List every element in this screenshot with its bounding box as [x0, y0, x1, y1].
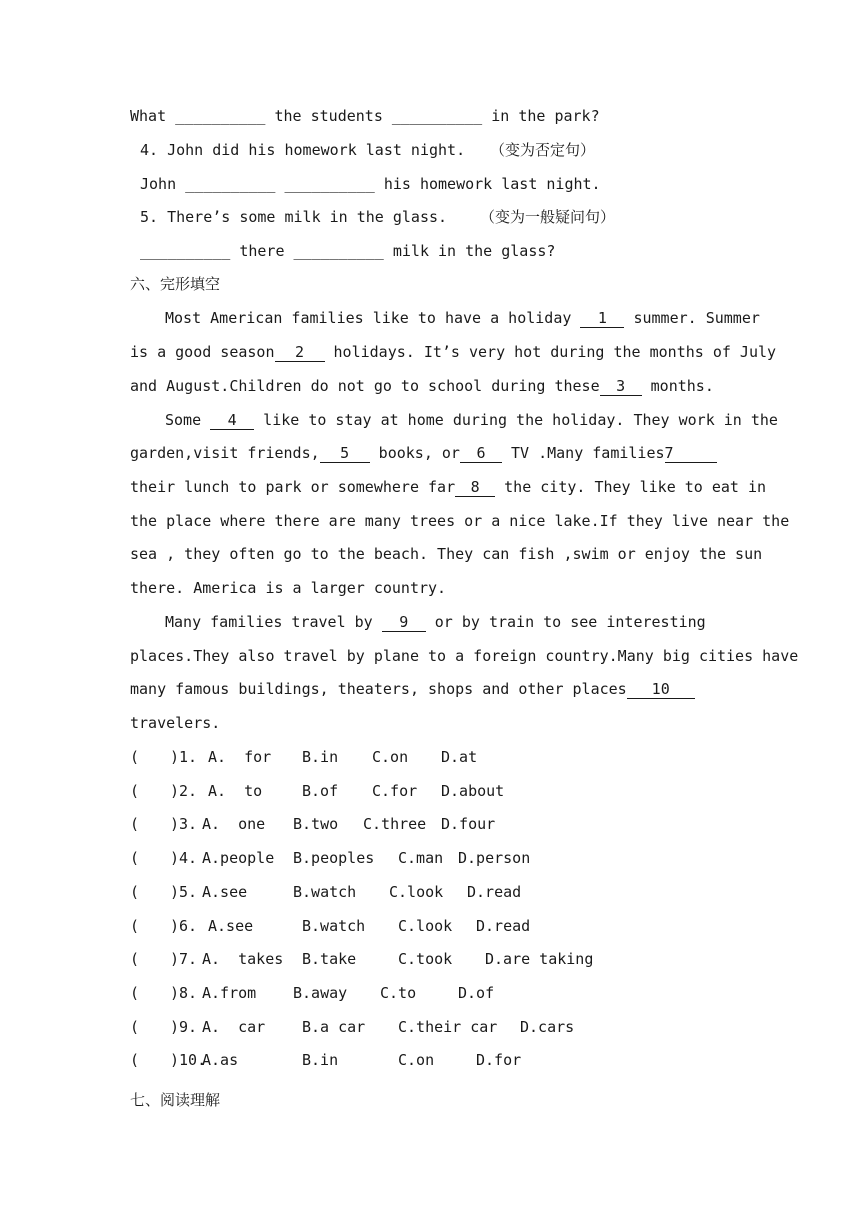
answer-paren[interactable]: (: [130, 882, 140, 901]
option-b: B.peoples: [293, 849, 375, 868]
answer-paren[interactable]: (: [130, 849, 140, 868]
rewrite-line-there: [140, 241, 555, 261]
text: garden,visit friends,: [130, 444, 320, 462]
answer-blank: __________: [391, 107, 483, 125]
cloze-blank-8: 8: [455, 478, 495, 497]
option-b: B.take: [302, 950, 357, 969]
passage-line: [130, 342, 776, 362]
passage-line: sea , they often go to the beach. They can fish ,swim or enjoy the sun: [130, 545, 763, 563]
answer-paren[interactable]: (: [130, 815, 140, 834]
passage-line: [130, 376, 714, 396]
option-a: A. for: [208, 748, 272, 766]
option-d: D.about: [441, 781, 505, 800]
option-d: D.for: [476, 1051, 522, 1070]
answer-blank: __________: [175, 107, 266, 125]
text: in the park?: [482, 107, 600, 125]
passage-line: [165, 612, 706, 632]
option-c: C.to: [380, 983, 417, 1002]
question-number: )3.: [170, 815, 198, 834]
passage-line: places.They also travel by plane to a foreign country.Many big cities have: [130, 647, 799, 665]
cloze-blank-6: 6: [460, 444, 502, 463]
item-instruction: （变为否定句）: [490, 141, 596, 159]
rewrite-line-john: [140, 174, 601, 194]
answer-blank: __________: [293, 242, 384, 260]
item-number: 5.: [140, 208, 159, 226]
answer-paren[interactable]: (: [130, 983, 140, 1002]
option-a: A.see: [208, 916, 254, 935]
item-5: [140, 207, 616, 227]
option-a: A. one: [202, 815, 266, 834]
cloze-blank-9: 9: [382, 613, 426, 632]
question-number: )4.: [170, 849, 198, 868]
text: books, or: [369, 444, 460, 462]
text: there: [230, 242, 294, 260]
option-c: C.on: [372, 748, 409, 766]
text: milk in the glass?: [383, 242, 556, 260]
passage-line: [130, 477, 766, 497]
question-number: )8.: [170, 983, 198, 1002]
cloze-blank-2: 2: [275, 343, 325, 362]
question-number: )7.: [170, 950, 198, 969]
rewrite-line-what: [130, 106, 600, 126]
item-sentence: There’s some milk in the glass.: [167, 208, 448, 226]
option-c: C.man: [398, 849, 444, 868]
answer-blank: __________: [140, 242, 231, 260]
passage-line: the place where there are many trees or a nice lake.If they live near the: [130, 512, 790, 530]
option-b: B.in: [302, 748, 339, 766]
text: the students: [265, 107, 392, 125]
option-d: D.read: [476, 916, 531, 935]
option-a: A.people: [202, 849, 275, 868]
option-c: C.three: [363, 815, 427, 834]
answer-paren[interactable]: (: [130, 916, 140, 935]
option-a: A. takes: [202, 950, 284, 969]
option-c: C.their car: [398, 1017, 498, 1036]
text: their lunch to park or somewhere far: [130, 478, 456, 496]
cloze-blank-1: 1: [580, 309, 624, 328]
option-a: A.from: [202, 983, 257, 1002]
text: the city. They like to eat in: [495, 478, 767, 496]
question-number: )1.: [170, 748, 198, 766]
question-number: )6.: [170, 916, 198, 935]
answer-paren[interactable]: (: [130, 748, 140, 766]
text: or by train to see interesting: [425, 613, 706, 631]
answer-blank: __________: [185, 175, 276, 193]
passage-line: [165, 410, 778, 430]
cloze-blank-3: 3: [600, 377, 642, 396]
section-heading-cloze: 六、完形填空: [130, 275, 221, 293]
option-b: B.away: [293, 983, 348, 1002]
text: What: [130, 107, 176, 125]
question-number: )2.: [170, 781, 198, 800]
option-a: A.as: [202, 1051, 239, 1070]
option-a: A.see: [202, 882, 248, 901]
item-sentence: John did his homework last night.: [167, 141, 466, 159]
section-heading-reading: 七、阅读理解: [130, 1091, 221, 1109]
text: is a good season: [130, 343, 275, 361]
text: holidays. It’s very hot during the months of July: [324, 343, 777, 361]
cloze-blank-10: 10: [627, 680, 695, 699]
text: many famous buildings, theaters, shops and other places: [130, 680, 627, 698]
item-4: [140, 140, 596, 160]
cloze-blank-7: 7: [665, 444, 717, 463]
question-number: )10.: [170, 1051, 207, 1070]
answer-paren[interactable]: (: [130, 1051, 140, 1070]
text: his homework last night.: [374, 175, 601, 193]
option-d: D.read: [467, 882, 522, 901]
text: Most American families like to have a holiday: [165, 309, 581, 327]
answer-blank: __________: [284, 175, 375, 193]
text: Many families travel by: [165, 613, 382, 631]
passage-line: [165, 308, 760, 328]
question-number: )9.: [170, 1017, 198, 1036]
option-d: D.four: [441, 815, 496, 834]
cloze-blank-4: 4: [210, 411, 254, 430]
option-c: C.look: [398, 916, 453, 935]
question-number: )5.: [170, 882, 198, 901]
text: and August.Children do not go to school during these: [130, 377, 600, 395]
option-b: B.of: [302, 781, 339, 800]
text: Some: [165, 411, 211, 429]
option-b: B.watch: [302, 916, 366, 935]
text: John: [140, 175, 186, 193]
text: summer. Summer: [624, 309, 760, 327]
text: like to stay at home during the holiday. They work in the: [254, 411, 778, 429]
option-b: B.in: [302, 1051, 339, 1070]
option-d: D.cars: [520, 1017, 575, 1036]
answer-paren[interactable]: (: [130, 1017, 140, 1036]
text: TV .Many families: [501, 444, 665, 462]
option-d: D.of: [458, 983, 495, 1002]
passage-line: there. America is a larger country.: [130, 579, 447, 597]
passage-line: travelers.: [130, 714, 221, 732]
option-d: D.are taking: [485, 950, 594, 969]
option-c: C.for: [372, 781, 418, 800]
item-instruction: （变为一般疑问句）: [480, 208, 616, 226]
answer-paren[interactable]: (: [130, 950, 140, 969]
option-a: A. to: [208, 781, 263, 800]
option-b: B.two: [293, 815, 339, 834]
option-c: C.took: [398, 950, 453, 969]
passage-line: [130, 679, 695, 699]
cloze-blank-5: 5: [320, 444, 370, 463]
option-b: B.watch: [293, 882, 357, 901]
text: months.: [641, 377, 714, 395]
option-b: B.a car: [302, 1017, 366, 1036]
option-d: D.person: [458, 849, 531, 868]
item-number: 4.: [140, 141, 159, 159]
passage-line: [130, 443, 717, 463]
option-c: C.on: [398, 1051, 435, 1070]
option-a: A. car: [202, 1017, 266, 1036]
option-d: D.at: [441, 748, 478, 766]
option-c: C.look: [389, 882, 444, 901]
answer-paren[interactable]: (: [130, 781, 140, 800]
